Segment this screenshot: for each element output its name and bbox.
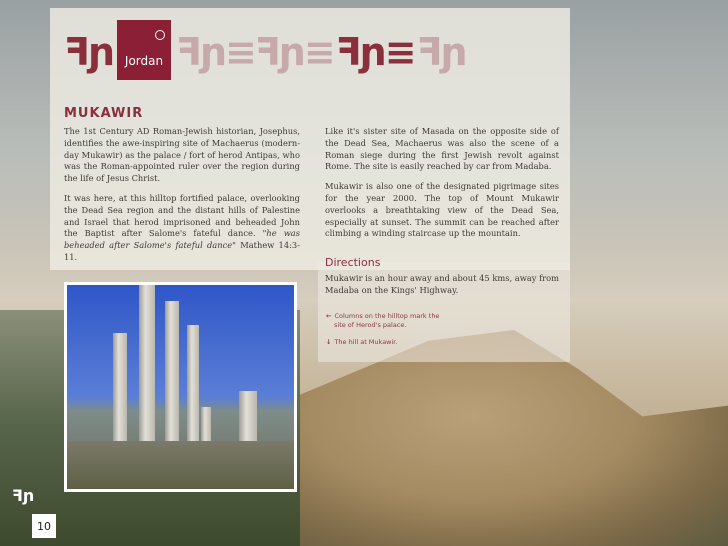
columns-image [67, 285, 294, 489]
paragraph: Mukawir is also one of the designated pigrimage sites for the year 2000. The top of Mount Mukawir overlooks a breathtaking view of the Dead Sea, especially at sunset. The summit can be reached after climbing a winding staircase up the mountain. [325, 181, 559, 239]
decorative-pattern-right [176, 22, 466, 82]
arabic-pattern-icon: ꟻɲ [64, 30, 114, 74]
paragraph: Mukawir is an hour away and about 45 kms, away from Madaba on the Kings' Highway. [325, 273, 559, 295]
paragraph [64, 193, 300, 264]
columns-photo [64, 282, 297, 492]
arrow-down-icon: ↓ [326, 338, 332, 346]
paragraph: The 1st Century AD Roman-Jewish historian, Josephus, identifies the awe-inspiring site of Machaerus (modern-day Mukawir) as the palace / fort of herod Antipas, who was the Roman-appointed ruler over the region during the life of Jesus Christ. [64, 126, 300, 184]
column [139, 285, 155, 451]
ruins-ground [67, 441, 294, 489]
section-title: MUKAWIR [64, 106, 144, 121]
crown-icon [155, 30, 165, 40]
jordan-logo [117, 20, 171, 80]
caption-hill [326, 338, 397, 347]
column [187, 325, 199, 451]
arabic-pattern-icon: ꟻɲ [416, 30, 466, 74]
arabic-pattern-icon: ꟻɲ≡ [335, 30, 415, 74]
caption-line: The hill at Mukawir. [334, 338, 398, 346]
caption-line: site of Herod's palace. [334, 321, 407, 329]
directions-title: Directions [325, 256, 381, 269]
arabic-mark-icon: ꟻɲ [12, 486, 35, 505]
logo-text: Jordan [124, 54, 164, 68]
arrow-left-icon: ← [326, 312, 332, 320]
caption-columns [326, 312, 439, 330]
caption-line: Columns on the hilltop mark the [334, 312, 440, 320]
arabic-pattern-icon: ꟻɲ≡ꟻɲ≡ [176, 30, 334, 74]
column [165, 301, 179, 451]
decorative-pattern-left [64, 22, 113, 82]
paragraph-text: It was here, at this hilltop fortified palace, overlooking the Dead Sea region and the distant hills of Palestine and Israel that herod imprisoned and beheaded John the Baptist after Salome's fateful dance. [64, 192, 300, 239]
paragraph: Like it's sister site of Masada on the opposite side of the Dead Sea, Machaerus was also the scene of a Roman siege during the first Jewish revolt against Rome. The site is easily reached by car from Madaba. [325, 126, 559, 172]
right-column [325, 126, 559, 248]
reference: Mathew 14:3-11. [64, 240, 300, 262]
page-number: 10 [32, 514, 56, 538]
directions-text [325, 273, 559, 305]
quote: "he was beheaded after Salome's fateful dance" [64, 228, 301, 251]
left-column [64, 126, 300, 272]
column [113, 333, 127, 451]
